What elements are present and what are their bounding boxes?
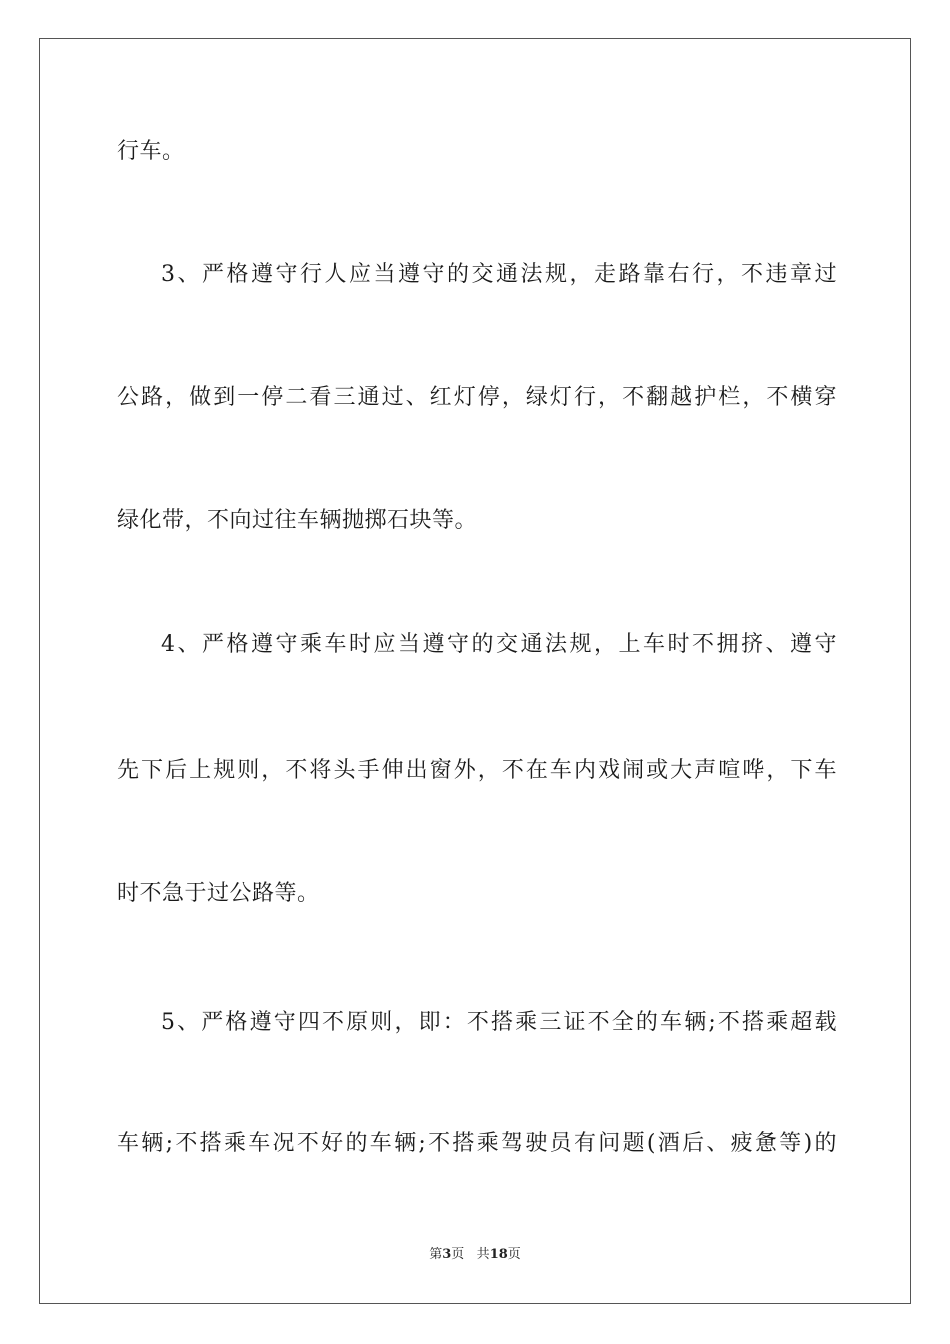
- footer-total-suffix: 页: [507, 1247, 521, 1262]
- paragraph-line-5: 4、严格遵守乘车时应当遵守的交通法规，上车时不拥挤、遵守: [161, 632, 837, 657]
- page-border: [39, 38, 911, 1304]
- paragraph-line-7: 时不急于过公路等。: [117, 881, 320, 906]
- footer-page-suffix: 页: [451, 1247, 465, 1262]
- paragraph-line-4: 绿化带，不向过往车辆抛掷石块等。: [117, 508, 478, 533]
- paragraph-line-6: 先下后上规则，不将头手伸出窗外，不在车内戏闹或大声喧哗，下车: [117, 758, 837, 783]
- paragraph-line-2: 3、严格遵守行人应当遵守的交通法规，走路靠右行，不违章过: [161, 262, 837, 287]
- paragraph-line-8: 5、严格遵守四不原则，即：不搭乘三证不全的车辆;不搭乘超载: [161, 1010, 837, 1035]
- footer-prefix: 第: [429, 1247, 443, 1262]
- footer-total-pages: 18: [489, 1247, 508, 1262]
- page-footer: [0, 1245, 950, 1265]
- footer-total-prefix: 共: [476, 1247, 490, 1262]
- paragraph-line-3: 公路，做到一停二看三通过、红灯停，绿灯行，不翻越护栏，不横穿: [117, 385, 837, 410]
- paragraph-line-9: 车辆;不搭乘车况不好的车辆;不搭乘驾驶员有问题(酒后、疲惫等)的: [117, 1131, 837, 1156]
- footer-current-page: 3: [442, 1247, 452, 1262]
- paragraph-line-1: 行车。: [117, 139, 185, 164]
